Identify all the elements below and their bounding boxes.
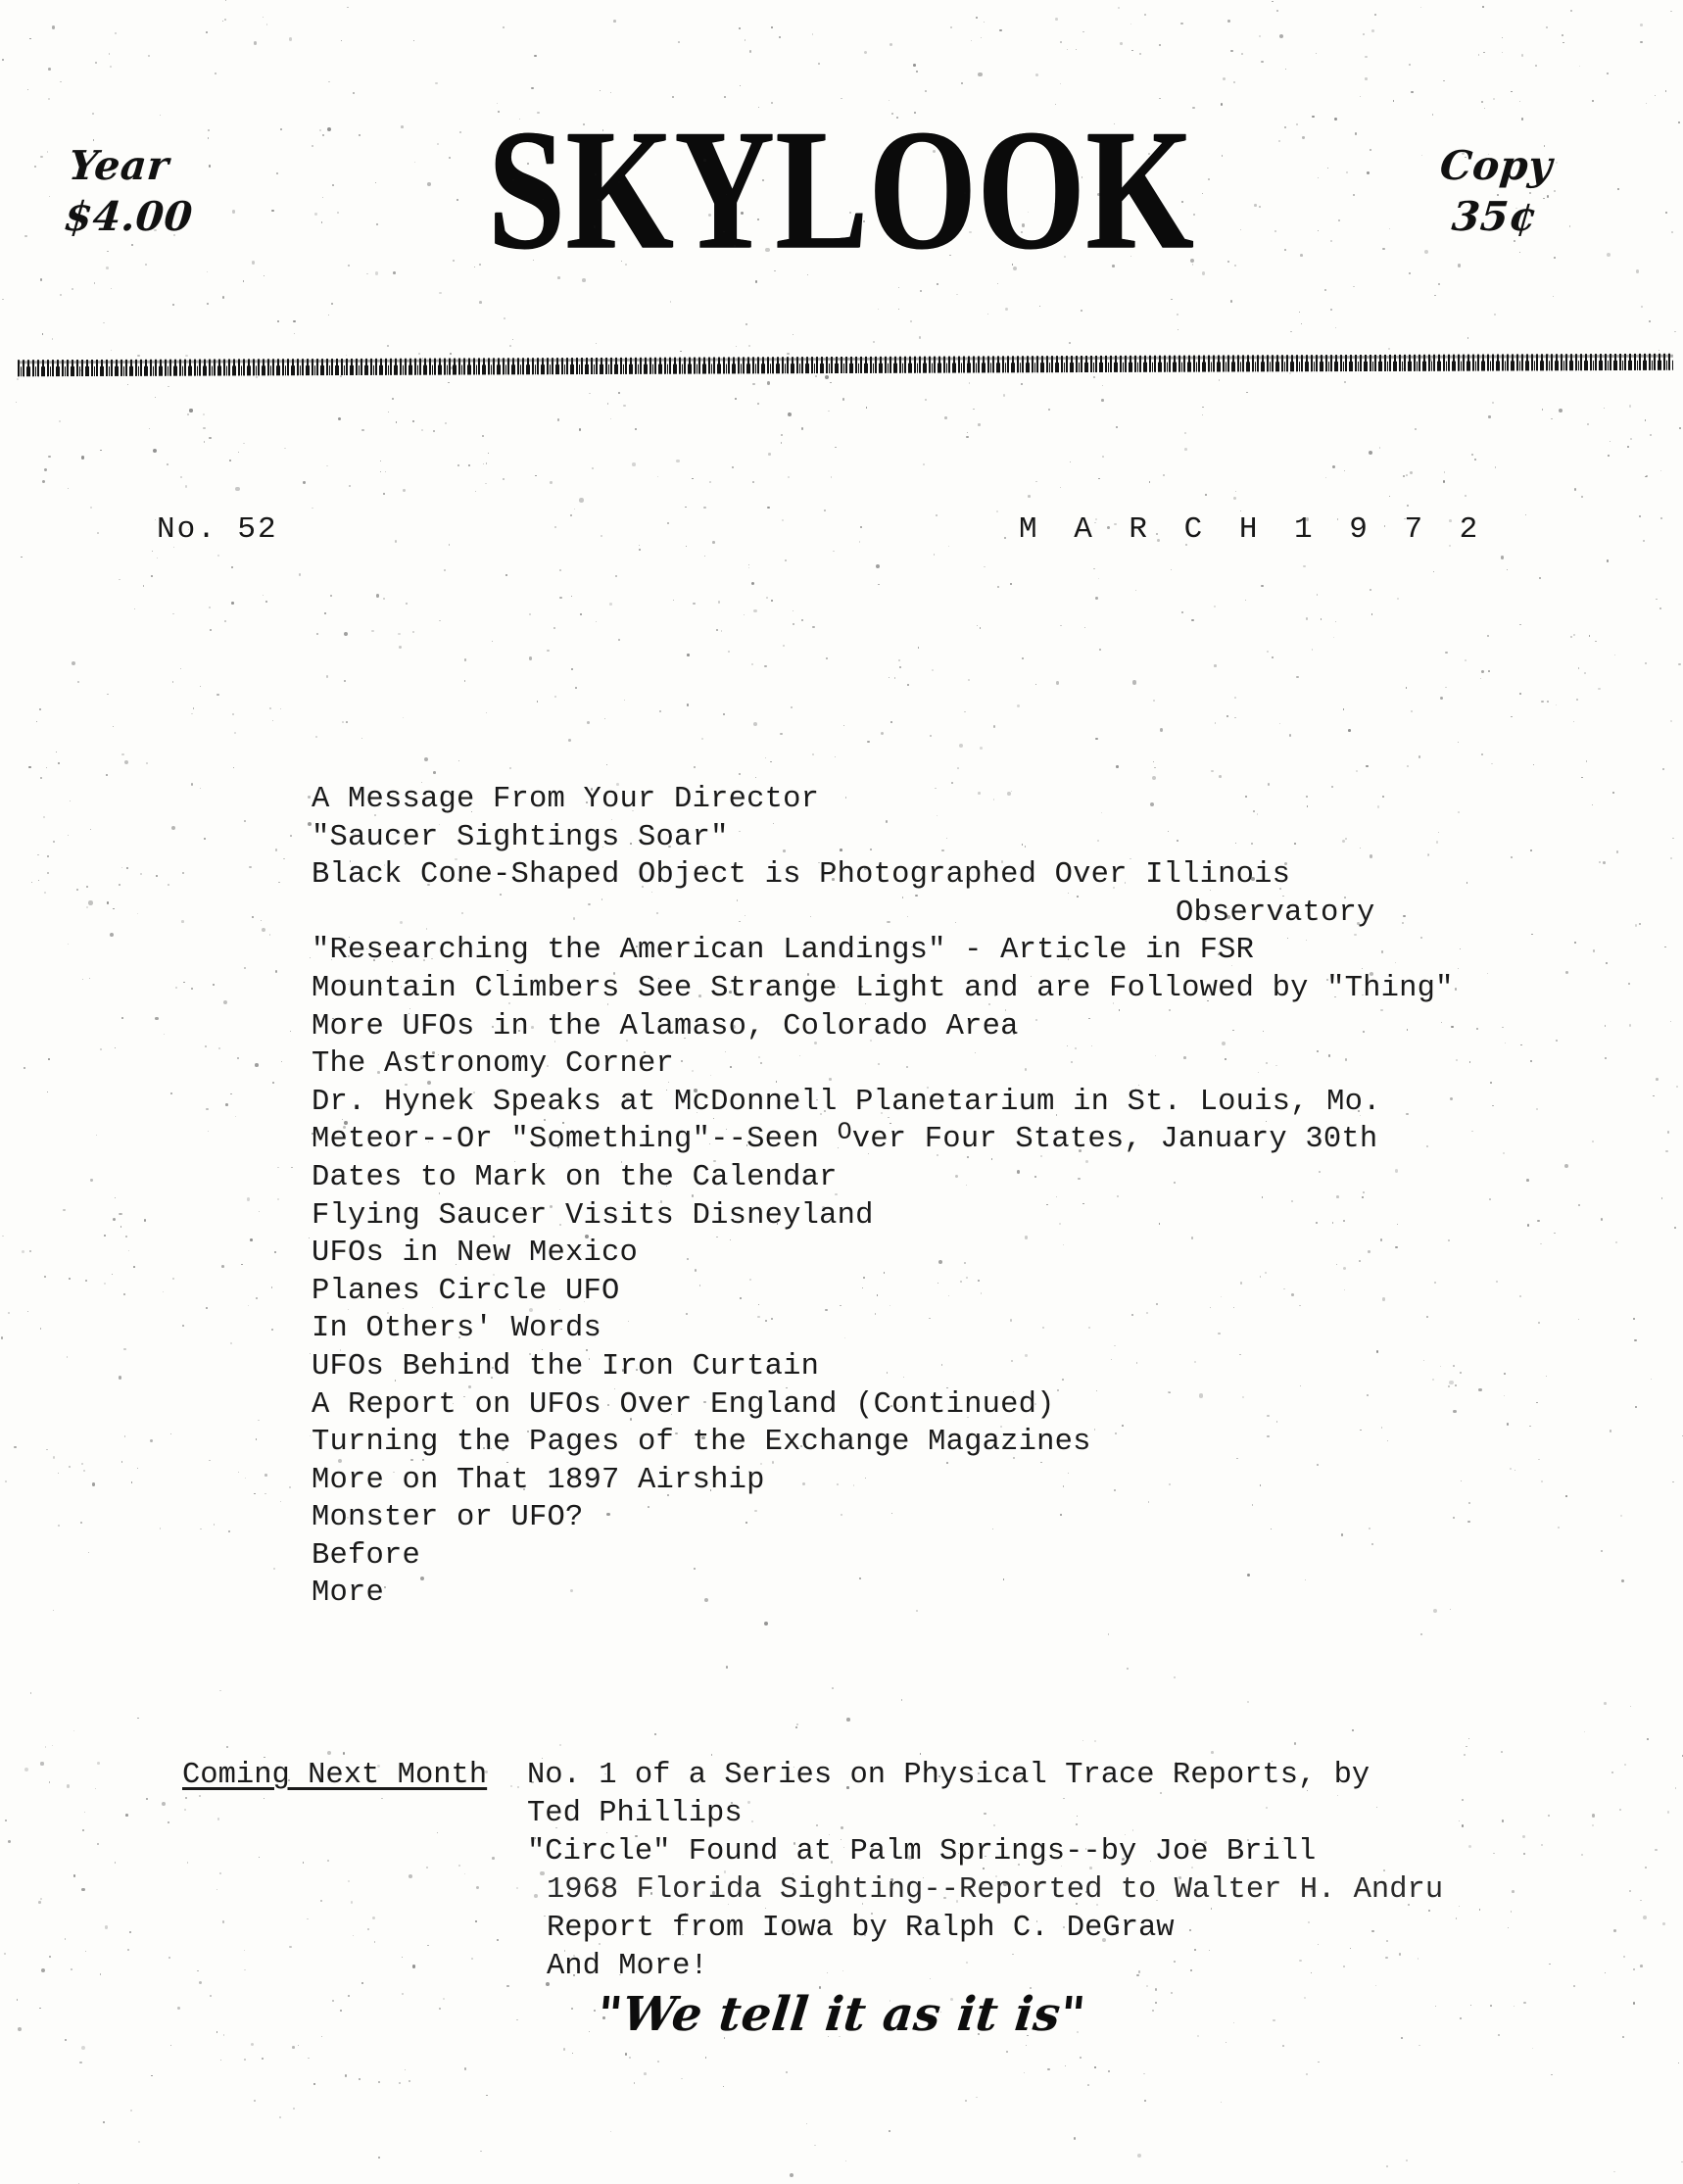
contents-item: UFOs in New Mexico (312, 1237, 639, 1271)
price-year-label: Year (67, 142, 171, 189)
contents-item: Meteor--Or "Something"--Seen Over Four States, January 30th (312, 1117, 1378, 1157)
contents-item: UFOs Behind the Iron Curtain (312, 1349, 820, 1383)
coming-item: Report from Iowa by Ralph C. DeGraw (547, 1912, 1175, 1945)
coming-item: Ted Phillips (527, 1797, 743, 1830)
contents-item: Monster or UFO? (312, 1501, 584, 1535)
contents-item: A Message From Your Director (312, 783, 820, 816)
magazine-slogan: "We tell it as it is" (595, 1987, 1088, 2042)
contents-item: Black Cone-Shaped Object is Photographed Over Illinois (312, 858, 1291, 893)
contents-item: Turning the Pages of the Exchange Magazines (312, 1426, 1091, 1460)
price-copy-value: 35¢ (1450, 193, 1540, 241)
contents-item: More UFOs in the Alamaso, Colorado Area (312, 1009, 1019, 1043)
issue-number: No. 52 (157, 512, 278, 547)
contents-list (312, 781, 1614, 1613)
coming-item: And More! (547, 1950, 708, 1983)
contents-item: More on That 1897 Airship (312, 1463, 765, 1497)
single-copy-price (1376, 140, 1611, 243)
contents-item-continuation: Observatory (1176, 896, 1375, 930)
contents-item: Planes Circle UFO (312, 1274, 620, 1308)
contents-item: In Others' Words (312, 1312, 602, 1346)
coming-item: "Circle" Found at Palm Springs--by Joe Brill (527, 1835, 1317, 1869)
coming-next-month-list (527, 1757, 1605, 1986)
contents-item: "Saucer Sightings Soar" (312, 820, 729, 854)
issue-date: M A R C H 1 9 7 2 (1019, 512, 1487, 547)
page-title: SKYLOOK (488, 93, 1195, 285)
contents-item: "Researching the American Landings" - Article in FSR (312, 934, 1255, 968)
coming-item: No. 1 of a Series on Physical Trace Reports, by (527, 1759, 1370, 1792)
price-year-value: $4.00 (62, 193, 195, 241)
coming-next-month-heading: Coming Next Month (182, 1759, 488, 1792)
contents-item: The Astronomy Corner (312, 1047, 675, 1082)
contents-item: Mountain Climbers See Strange Light and are Followed by "Thing" (312, 971, 1454, 1005)
contents-item: Flying Saucer Visits Disneyland (312, 1198, 874, 1233)
price-copy-label: Copy (1437, 142, 1555, 189)
masthead (0, 93, 1683, 285)
contents-item: Dates to Mark on the Calendar (312, 1160, 838, 1194)
contents-item: A Report on UFOs Over England (Continued) (312, 1387, 1055, 1422)
masthead-divider-rule (18, 354, 1673, 376)
issue-line (0, 512, 1683, 561)
coming-item: 1968 Florida Sighting--Reported to Walter H. Andru (547, 1873, 1444, 1907)
contents-item: Before (312, 1538, 421, 1573)
contents-item: Dr. Hynek Speaks at McDonnell Planetarium in St. Louis, Mo. (312, 1085, 1381, 1119)
contents-item: More (312, 1577, 385, 1611)
